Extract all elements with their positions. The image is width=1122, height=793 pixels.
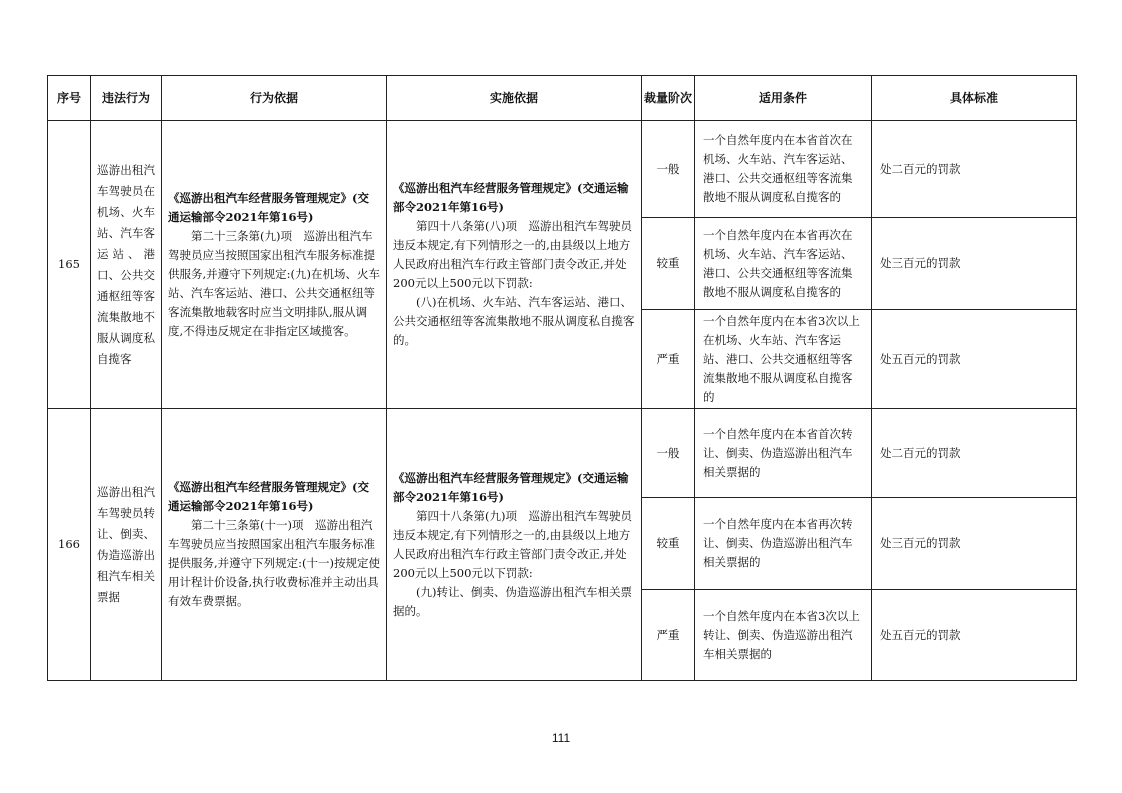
penalty-standard: 处五百元的罚款 xyxy=(872,590,1077,681)
legal-basis-title: 《巡游出租汽车经营服务管理规定》(交通运输部令2021年第16号) xyxy=(168,480,369,513)
penalty-standard: 处二百元的罚款 xyxy=(872,409,1077,498)
implementation-basis xyxy=(387,409,642,681)
header-impl: 实施依据 xyxy=(387,76,642,121)
discretion-level: 严重 xyxy=(642,310,695,409)
implementation-basis-body: 第四十八条第(八)项 巡游出租汽车驾驶员违反本规定,有下列情形之一的,由县级以上地方人民政府出租汽车行政主管部门责令改正,并处200元以上500元以下罚款: xyxy=(393,219,632,290)
applicable-condition: 一个自然年度内在本省首次转让、倒卖、伪造巡游出租汽车相关票据的 xyxy=(695,409,872,498)
applicable-condition: 一个自然年度内在本省3次以上在机场、火车站、汽车客运站、港口、公共交通枢纽等客流集散地不服从调度私自揽客的 xyxy=(695,310,872,409)
row-number: 166 xyxy=(48,409,91,681)
discretion-level: 严重 xyxy=(642,590,695,681)
legal-basis-body: 第二十三条第(九)项 巡游出租汽车驾驶员应当按照国家出租汽车服务标准提供服务,并遵守下列规定:(九)在机场、火车站、汽车客运站、港口、公共交通枢纽等客流集散地载客时应当文明排队,服从调度,不得违反规定在非指定区域揽客。 xyxy=(168,228,381,338)
implementation-basis-item: (九)转让、倒卖、伪造巡游出租汽车相关票据的。 xyxy=(393,584,632,618)
header-cond: 适用条件 xyxy=(695,76,872,121)
applicable-condition: 一个自然年度内在本省再次转让、倒卖、伪造巡游出租汽车相关票据的 xyxy=(695,498,872,590)
header-level: 裁量阶次 xyxy=(642,76,695,121)
row-number: 165 xyxy=(48,121,91,409)
discretion-level: 一般 xyxy=(642,409,695,498)
header-basis: 行为依据 xyxy=(162,76,387,121)
applicable-condition: 一个自然年度内在本省再次在机场、火车站、汽车客运站、港口、公共交通枢纽等客流集散地不服从调度私自揽客的 xyxy=(695,218,872,310)
table-header-row xyxy=(48,76,1077,121)
implementation-basis xyxy=(387,121,642,409)
penalty-standard: 处三百元的罚款 xyxy=(872,498,1077,590)
legal-basis xyxy=(162,409,387,681)
discretion-level: 一般 xyxy=(642,121,695,218)
legal-basis-body: 第二十三条第(十一)项 巡游出租汽车驾驶员应当按照国家出租汽车服务标准提供服务,并遵守下列规定:(十一)按规定使用计程计价设备,执行收费标准并主动出具有效车费票据。 xyxy=(168,518,381,608)
penalty-discretion-table xyxy=(47,75,1077,681)
violation-act: 巡游出租汽车驾驶员转让、倒卖、伪造巡游出租汽车相关票据 xyxy=(91,409,162,681)
legal-basis-title: 《巡游出租汽车经营服务管理规定》(交通运输部令2021年第16号) xyxy=(168,190,369,224)
header-act: 违法行为 xyxy=(91,76,162,121)
page-number: 111 xyxy=(551,731,571,745)
discretion-level: 较重 xyxy=(642,498,695,590)
penalty-standard: 处三百元的罚款 xyxy=(872,218,1077,310)
legal-basis xyxy=(162,121,387,409)
implementation-basis-item: (八)在机场、火车站、汽车客运站、港口、公共交通枢纽等客流集散地不服从调度私自揽客的。 xyxy=(393,295,635,347)
table-row xyxy=(48,121,1077,218)
violation-act: 巡游出租汽车驾驶员在机场、火车站、汽车客运站、港口、公共交通枢纽等客流集散地不服从调度私自揽客 xyxy=(91,121,162,409)
implementation-basis-title: 《巡游出租汽车经营服务管理规定》(交通运输部令2021年第16号) xyxy=(393,470,629,504)
table-row xyxy=(48,409,1077,498)
applicable-condition: 一个自然年度内在本省3次以上转让、倒卖、伪造巡游出租汽车相关票据的 xyxy=(695,590,872,681)
header-no: 序号 xyxy=(48,76,91,121)
penalty-standard: 处二百元的罚款 xyxy=(872,121,1077,218)
discretion-level: 较重 xyxy=(642,218,695,310)
applicable-condition: 一个自然年度内在本省首次在机场、火车站、汽车客运站、港口、公共交通枢纽等客流集散地不服从调度私自揽客的 xyxy=(695,121,872,218)
implementation-basis-body: 第四十八条第(九)项 巡游出租汽车驾驶员违反本规定,有下列情形之一的,由县级以上地方人民政府出租汽车行政主管部门责令改正,并处200元以上500元以下罚款: xyxy=(393,508,632,580)
penalty-standard: 处五百元的罚款 xyxy=(872,310,1077,409)
header-std: 具体标准 xyxy=(872,76,1077,121)
implementation-basis-title: 《巡游出租汽车经营服务管理规定》(交通运输部令2021年第16号) xyxy=(393,181,629,214)
